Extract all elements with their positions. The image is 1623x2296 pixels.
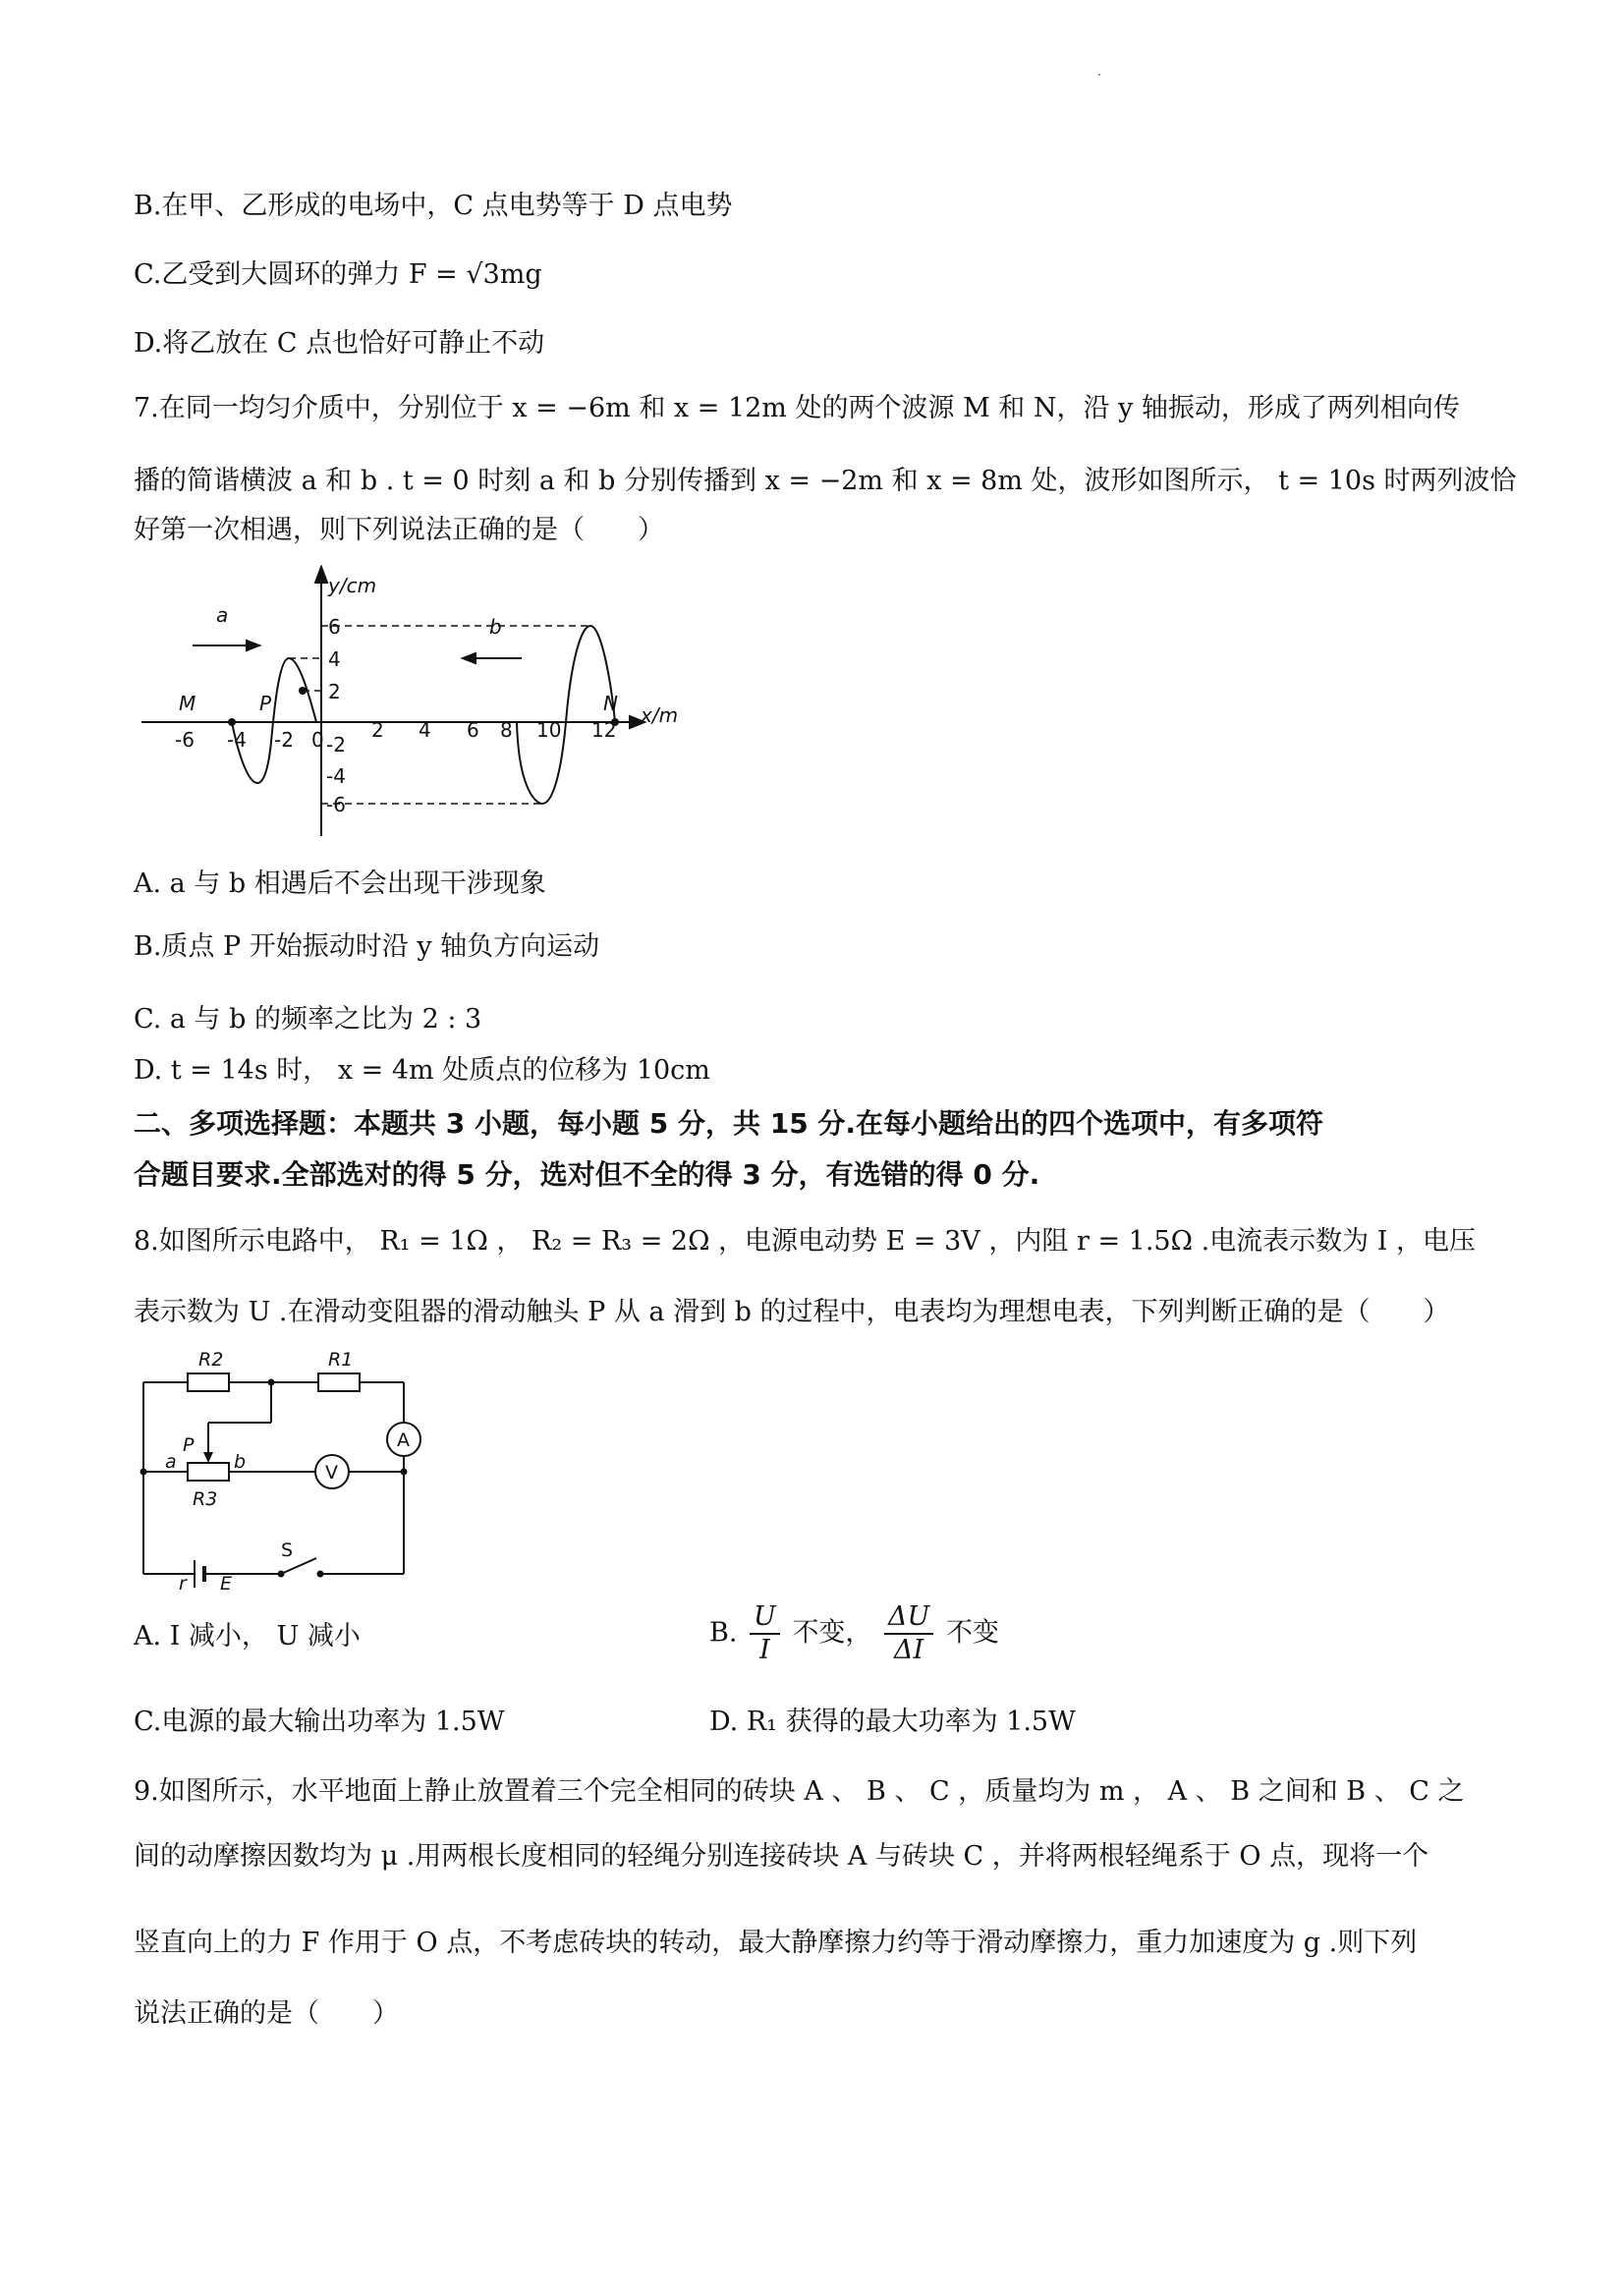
point-p-dot xyxy=(299,687,307,695)
wave-a-label: a xyxy=(216,603,229,627)
q6-option-b: B.在甲、乙形成的电场中，C 点电势等于 D 点电势 xyxy=(134,191,733,221)
r2-resistor xyxy=(188,1373,229,1391)
section-heading-line1 xyxy=(134,1106,1323,1143)
x-tick: 12 xyxy=(591,718,617,742)
r1-label: R1 xyxy=(328,1349,354,1371)
wave-figure xyxy=(134,565,684,838)
y-axis-arrow xyxy=(315,567,327,583)
q7-option-c: C. a 与 b 的频率之比为 2 : 3 xyxy=(134,1004,482,1035)
y-tick: -4 xyxy=(326,764,346,788)
q8-option-b-mid: 不变， xyxy=(792,1617,872,1649)
q6-option-d: D.将乙放在 C 点也恰好可静止不动 xyxy=(134,328,545,359)
y-tick: -6 xyxy=(326,793,346,816)
q7-stem-line3: 好第一次相遇，则下列说法正确的是（ ） xyxy=(134,515,664,545)
point-p-label: P xyxy=(259,692,272,715)
q7-option-d: D. t = 14s 时， x = 4m 处质点的位移为 10cm xyxy=(134,1055,710,1086)
section-heading-line2 xyxy=(134,1157,1039,1194)
q8-stem-line2: 表示数为 U .在滑动变阻器的滑动触头 P 从 a 滑到 b 的过程中，电表均为理想电表，下列判断正确的是（ ） xyxy=(134,1297,1450,1327)
x-tick: 6 xyxy=(467,718,479,742)
x-tick: 0 xyxy=(311,728,324,752)
x-tick: -4 xyxy=(227,728,247,752)
y-tick: -2 xyxy=(326,733,346,756)
point-n-label: N xyxy=(603,692,618,715)
wave-b-label: b xyxy=(489,615,502,639)
x-tick: -2 xyxy=(274,728,294,752)
q9-stem-line4: 说法正确的是（ ） xyxy=(134,1998,399,2029)
q8-option-c: C.电源的最大输出功率为 1.5W xyxy=(134,1707,505,1737)
x-axis-label: x/m xyxy=(641,703,679,727)
q8-option-d: D. R₁ 获得的最大功率为 1.5W xyxy=(709,1707,1076,1737)
switch-label: S xyxy=(281,1540,294,1561)
wave-a-curve xyxy=(232,658,316,783)
q8-option-b xyxy=(709,1601,999,1666)
ammeter-label: A xyxy=(397,1429,410,1451)
y-tick: 4 xyxy=(328,647,341,671)
slider-p-label: P xyxy=(183,1434,195,1456)
slider-arrow xyxy=(203,1452,213,1463)
frac-denominator: I xyxy=(759,1635,770,1665)
fraction-du-over-di xyxy=(884,1601,933,1666)
page-dot xyxy=(1098,74,1100,76)
y-tick: 2 xyxy=(328,680,341,703)
r1-resistor xyxy=(318,1373,360,1391)
r3-label: R3 xyxy=(193,1488,218,1510)
section-heading-text1: 二、多项选择题：本题共 3 小题，每小题 5 分，共 15 分.在每小题给出的四个选项中，有多项符 xyxy=(134,1107,1324,1140)
q6-option-c: C.乙受到大圆环的弹力 F = √3mg xyxy=(134,259,542,290)
frac-numerator: U xyxy=(750,1601,780,1635)
internal-r-label: r xyxy=(179,1573,187,1592)
q7-stem-line1: 7.在同一均匀介质中，分别位于 x = −6m 和 x = 12m 处的两个波源 M 和 N，沿 y 轴振动，形成了两列相向传 xyxy=(134,393,1460,423)
q7-stem-line2: 播的简谐横波 a 和 b . t = 0 时刻 a 和 b 分别传播到 x = −2m 和 x = 8m 处，波形如图所示， t = 10s 时两列波恰 xyxy=(134,466,1517,496)
q8-stem-line1: 8.如图所示电路中， R₁ = 1Ω ， R₂ = R₃ = 2Ω ，电源电动势 E = 3V ，内阻 r = 1.5Ω .电流表示数为 I ，电压 xyxy=(134,1226,1476,1257)
x-tick: 4 xyxy=(419,718,431,742)
q7-option-a: A. a 与 b 相遇后不会出现干涉现象 xyxy=(134,868,546,899)
frac-numerator: ΔU xyxy=(884,1601,933,1635)
circuit-figure xyxy=(134,1338,428,1592)
q9-stem-line1: 9.如图所示，水平地面上静止放置着三个完全相同的砖块 A 、 B 、 C ，质量均为 m ， A 、 B 之间和 B 、 C 之 xyxy=(134,1776,1465,1807)
q8-option-b-suffix: 不变 xyxy=(945,1617,999,1649)
wave-b-arrow-head xyxy=(463,653,476,663)
wave-b-curve xyxy=(517,626,615,804)
x-tick: 8 xyxy=(500,718,513,742)
x-tick: 2 xyxy=(371,718,384,742)
y-axis-label: y/cm xyxy=(328,574,377,597)
emf-e-label: E xyxy=(220,1573,233,1592)
voltmeter-label: V xyxy=(325,1462,338,1484)
q8-option-b-prefix: B. xyxy=(709,1617,738,1649)
x-tick: -6 xyxy=(175,728,195,752)
y-tick: 6 xyxy=(328,615,341,639)
q8-option-a: A. I 减小， U 减小 xyxy=(134,1621,361,1652)
terminal-b-label: b xyxy=(234,1451,247,1473)
q9-stem-line2: 间的动摩擦因数均为 μ .用两根长度相同的轻绳分别连接砖块 A 与砖块 C ，并将两根轻绳系于 O 点，现将一个 xyxy=(134,1841,1429,1872)
wave-a-arrow-head xyxy=(247,641,259,650)
x-tick: 10 xyxy=(536,718,562,742)
frac-denominator: ΔI xyxy=(894,1635,924,1665)
section-heading-text2: 合题目要求.全部选对的得 5 分，选对但不全的得 3 分，有选错的得 0 分. xyxy=(134,1158,1040,1191)
r2-label: R2 xyxy=(198,1349,224,1371)
q7-option-b: B.质点 P 开始振动时沿 y 轴负方向运动 xyxy=(134,931,600,962)
point-m-label: M xyxy=(179,692,196,715)
r3-resistor xyxy=(188,1463,229,1481)
point-m-dot xyxy=(228,718,236,726)
q9-stem-line3: 竖直向上的力 F 作用于 O 点，不考虑砖块的转动，最大静摩擦力约等于滑动摩擦力，重力加速度为 g .则下列 xyxy=(134,1928,1418,1958)
fraction-u-over-i xyxy=(750,1601,780,1666)
terminal-a-label: a xyxy=(165,1451,177,1473)
